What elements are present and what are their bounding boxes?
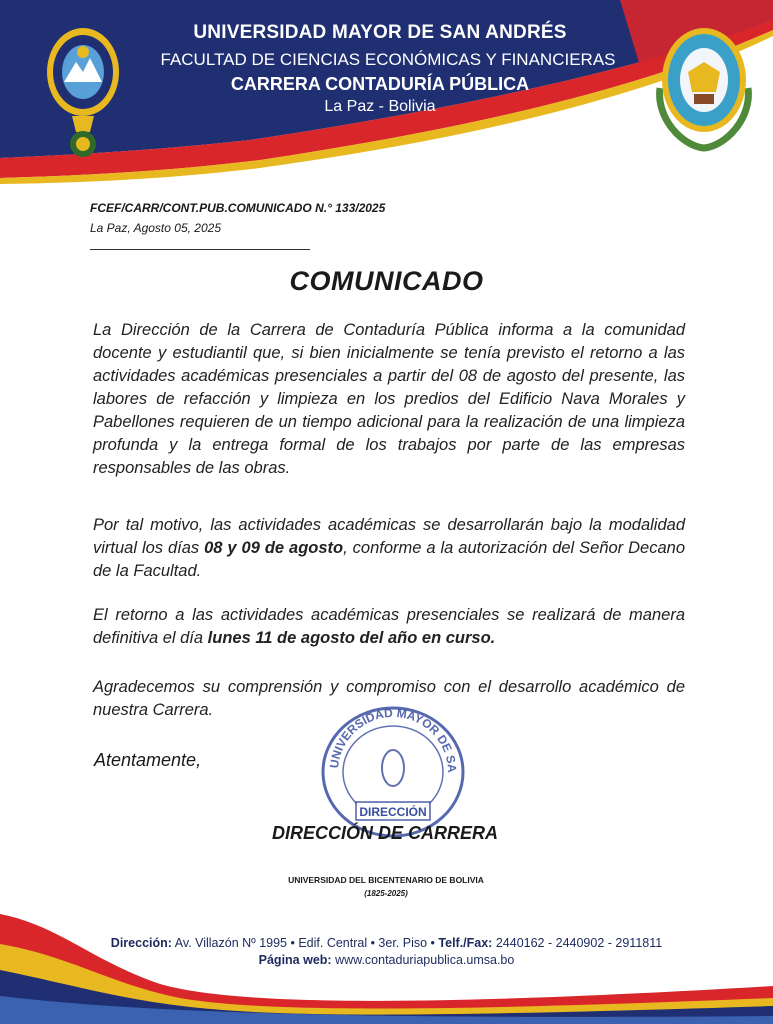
stamp-ring-text: UNIVERSIDAD MAYOR DE SA	[327, 705, 460, 773]
stamp-label: DIRECCIÓN	[359, 805, 427, 819]
paragraph-2	[93, 514, 685, 583]
career-name: CARRERA CONTADURÍA PÚBLICA	[230, 74, 530, 94]
web-link[interactable]: www.contaduriapublica.umsa.bo	[335, 953, 515, 967]
direction-stamp-icon	[318, 704, 468, 840]
paragraph-2-text-a: Por tal motivo, las actividades académicas se desarrollarán bajo la modalidad virtual los días	[93, 516, 685, 557]
signature-title: DIRECCIÓN DE CARRERA	[272, 823, 499, 843]
paragraph-2-text-b: , conforme a la autorización del Señor Decano de la Facultad.	[93, 539, 685, 580]
closing-salutation: Atentamente,	[94, 750, 202, 770]
phone-label: Telf./Fax:	[438, 936, 493, 950]
address-label: Dirección:	[110, 936, 172, 950]
paragraph-1: La Dirección de la Carrera de Contaduría Pública informa a la comunidad docente y estudiantil que, si bien inicialmente se tenía previsto el retorno a las actividades académicas presenciales a partir del 08 de agosto del presente, las labores de refacción y limpieza en los predios del Edificio Nava Morales y Pabellones requieren de un tiempo adicional para la realización de una limpieza profunda y la entrega formal de los trabajos por parte de las empresas responsables de las obras.	[93, 321, 685, 477]
document-date: La Paz, Agosto 05, 2025	[90, 221, 221, 235]
footer-contact	[0, 936, 773, 950]
web-label: Página web:	[258, 953, 332, 967]
paragraph-3	[93, 604, 685, 650]
university-name: UNIVERSIDAD MAYOR DE SAN ANDRÉS	[193, 22, 567, 43]
paragraph-2-dates: 08 y 09 de agosto	[204, 539, 344, 557]
document-reference: FCEF/CARR/CONT.PUB.COMUNICADO N.° 133/2025	[90, 201, 386, 215]
letterhead	[0, 0, 773, 190]
city-name: La Paz - Bolivia	[324, 98, 436, 115]
paragraph-3-return-date: lunes 11 de agosto del año en curso.	[207, 629, 496, 647]
divider	[90, 249, 310, 250]
faculty-name: FACULTAD DE CIENCIAS ECONÓMICAS Y FINANCIERAS	[160, 50, 616, 69]
career-seal-icon	[652, 18, 756, 154]
document-title: COMUNICADO	[289, 266, 484, 296]
footer-web	[0, 953, 773, 967]
svg-text:UNIVERSIDAD MAYOR DE SAN ANDRE	[318, 704, 459, 773]
paragraph-3-text: El retorno a las actividades académicas presenciales se realizará de manera definitiva el día	[93, 606, 685, 647]
phone-text: 2440162 - 2440902 - 2911811	[495, 936, 663, 950]
paragraph-4: Agradecemos su comprensión y compromiso con el desarrollo académico de nuestra Carrera.	[93, 678, 685, 719]
bicentenary-text: UNIVERSIDAD DEL BICENTENARIO DE BOLIVIA	[288, 875, 484, 885]
bicentenary-years: (1825-2025)	[364, 889, 408, 898]
umsa-seal-icon	[44, 20, 122, 160]
address-text: Av. Villazón Nº 1995 • Edif. Central • 3er. Piso •	[174, 936, 435, 950]
